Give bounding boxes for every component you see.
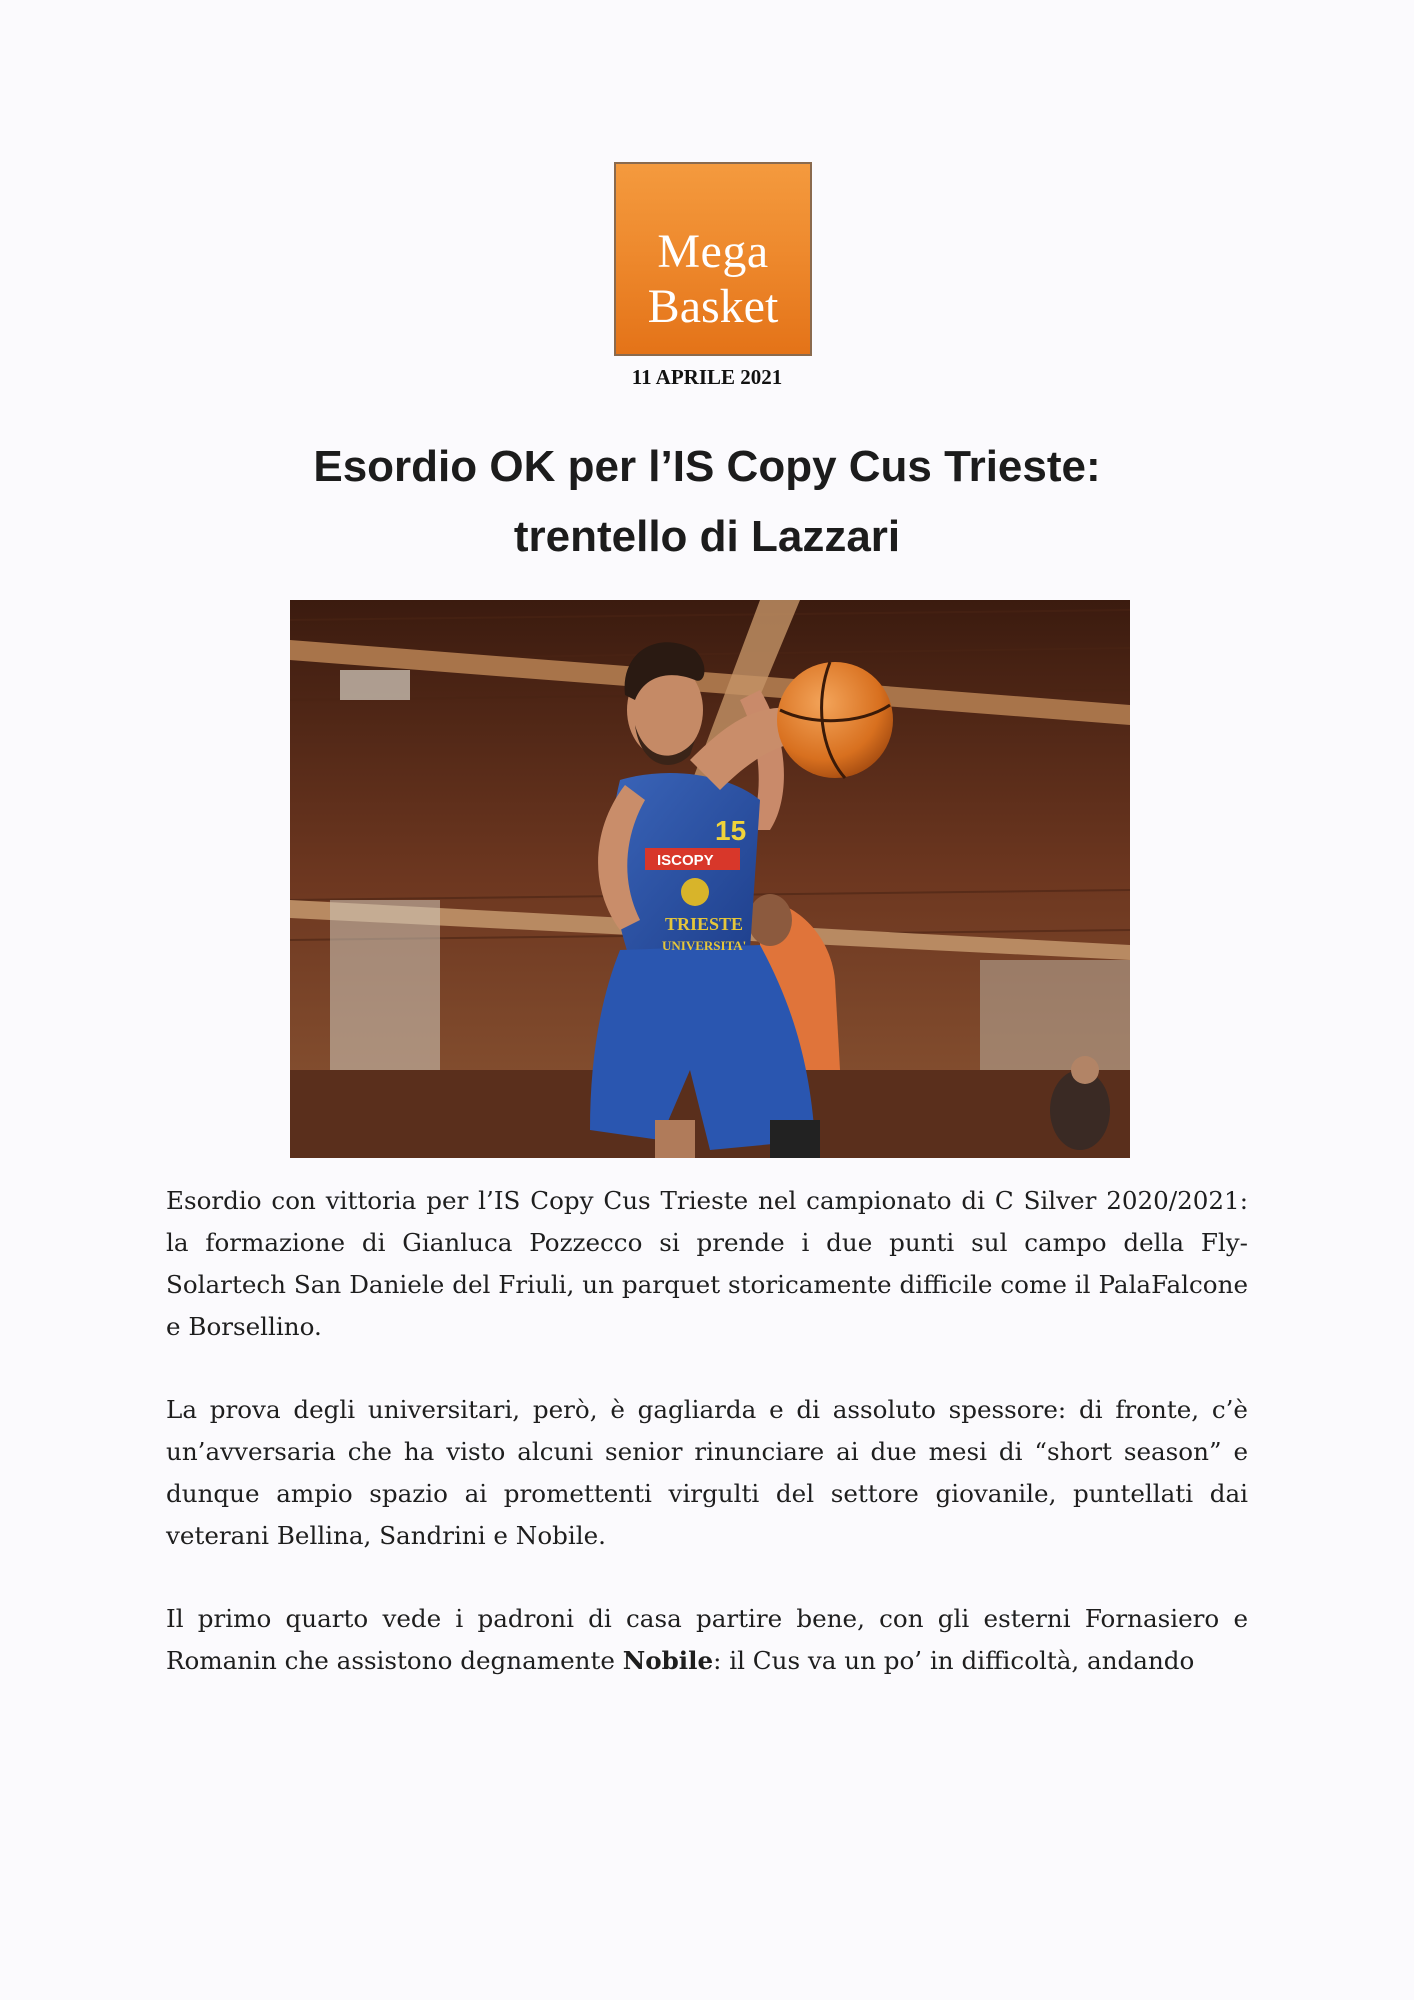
team-text-2: UNIVERSITA' [662, 938, 747, 953]
paragraph-3-start: Il primo quarto vede i padroni di casa partire bene, con gli esterni Fornasiero e Romanin che assistono degnamente [166, 1604, 1248, 1675]
paragraph-3 [166, 1598, 1248, 1682]
paragraph-3-end: : il Cus va un po’ in difficoltà, andando [713, 1646, 1195, 1675]
team-text-1: TRIESTE [665, 914, 744, 934]
player-name-nobile: Nobile [622, 1646, 714, 1675]
article-headline [150, 432, 1264, 572]
headline-line-2: trentello di Lazzari [513, 512, 901, 561]
article-body [166, 1180, 1248, 1723]
basketball-photo [290, 600, 1130, 1158]
sponsor-text: ISCOPY [657, 852, 714, 869]
paragraph-2: La prova degli universitari, però, è gagliarda e di assoluto spessore: di fronte, c’è un’avversaria che ha visto alcuni senior rinunciare ai due mesi di “short season” e dunque ampio spazio ai promettenti virgulti del settore giovanile, puntellati dai veterani Bellina, Sandrini e Nobile. [166, 1395, 1248, 1550]
jersey-number: 15 [715, 815, 747, 846]
article-date: 11 APRILE 2021 [631, 365, 783, 389]
paragraph-1: Esordio con vittoria per l’IS Copy Cus Trieste nel campionato di C Silver 2020/2021: la formazione di Gianluca Pozzecco si prende i due punti sul campo della Fly-Solartech San Daniele del Friuli, un parquet storicamente difficile come il PalaFalcone e Borsellino. [166, 1186, 1248, 1341]
logo-line-2: Basket [647, 280, 779, 333]
megabasket-logo [614, 162, 812, 356]
logo-line-1: Mega [657, 225, 769, 278]
headline-line-1: Esordio OK per l’IS Copy Cus Trieste: [313, 442, 1101, 491]
